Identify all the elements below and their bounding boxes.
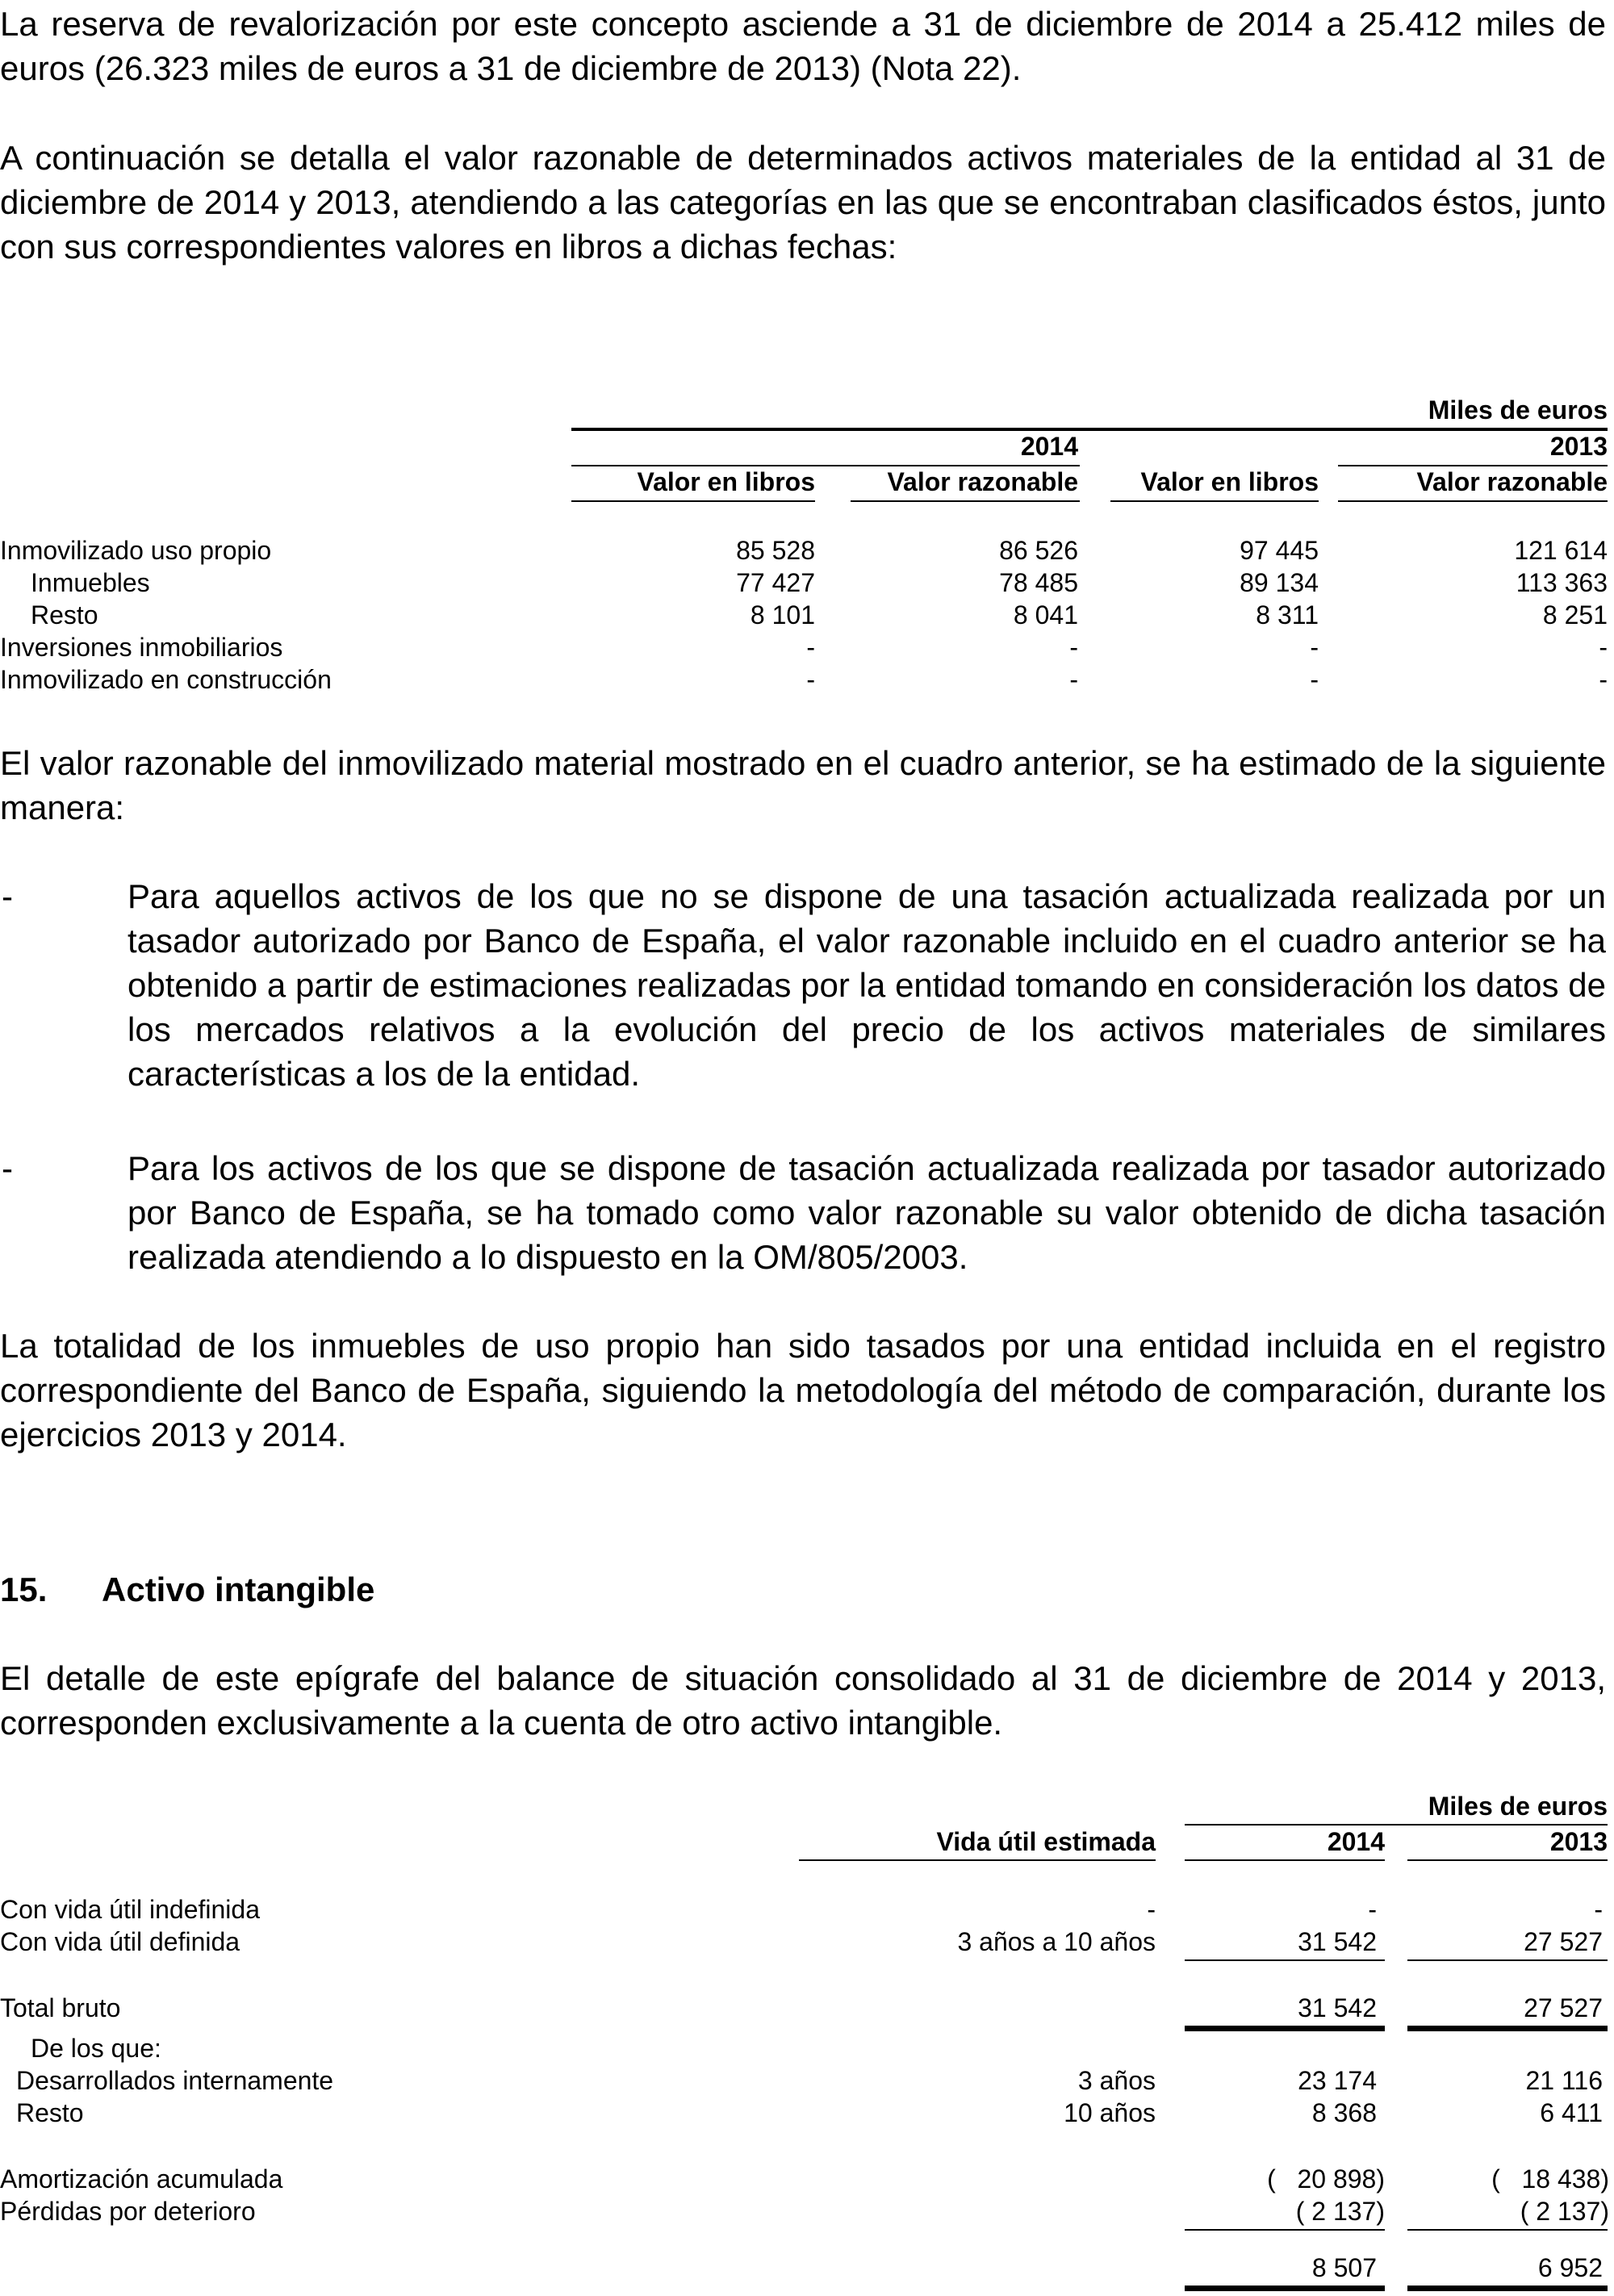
- table-cell: -: [1310, 665, 1319, 694]
- table-cell: 89 134: [1240, 568, 1319, 597]
- table1-col1-header: Valor en libros: [637, 467, 815, 496]
- table1-col3-header: Valor en libros: [1140, 467, 1319, 496]
- table1-col2-header: Valor razonable: [887, 467, 1078, 496]
- table-cell: 27 527: [1524, 1993, 1603, 2022]
- table1-col4-rule: [1338, 500, 1608, 502]
- section-number: 15.: [0, 1570, 48, 1608]
- table-cell: -: [1599, 665, 1608, 694]
- table-row-label: Inmuebles: [31, 568, 150, 597]
- table-cell: 31 542: [1298, 1993, 1377, 2022]
- table-cell: 8 251: [1542, 600, 1608, 629]
- table-cell: -: [1599, 633, 1608, 662]
- table1-year-2014: 2014: [1020, 432, 1078, 461]
- table-valor-razonable: [0, 387, 1614, 710]
- paragraph-activo-intangible: El detalle de este epígrafe del balance de situación consolidado al 31 de diciembre de 2014 y 2013, corresponden exclusivamente a la cuenta de otro activo intangible.: [0, 1659, 1606, 1742]
- table2-units: Miles de euros: [1428, 1792, 1608, 1821]
- table-cell: -: [1069, 665, 1078, 694]
- table-cell: 121 614: [1514, 536, 1608, 565]
- table-cell: ( 18 438): [1491, 2164, 1609, 2194]
- table-cell: 8 368: [1311, 2098, 1377, 2127]
- table-cell: -: [806, 633, 815, 662]
- table2-net-total-rule-2013: [1407, 2286, 1608, 2291]
- table-cell: 8 311: [1256, 600, 1319, 629]
- table2-net-rule-2014: [1185, 2229, 1385, 2231]
- table1-top-rule: [571, 428, 1608, 431]
- table-row-label: Con vida útil indefinida: [0, 1895, 260, 1924]
- table2-subtotal-rule-2014: [1185, 1959, 1385, 1961]
- table2-col-2014: 2014: [1327, 1827, 1385, 1856]
- table-cell: 6 952: [1537, 2253, 1603, 2282]
- table1-col1-rule: [571, 500, 815, 502]
- table2-col-vida: Vida útil estimada: [936, 1827, 1156, 1856]
- table-cell: 8 101: [750, 600, 815, 629]
- table1-units: Miles de euros: [1428, 395, 1608, 424]
- table-row-label: Resto: [16, 2098, 84, 2127]
- table-cell: -: [1594, 1895, 1603, 1924]
- table2-2014-rule: [1185, 1859, 1385, 1861]
- table-row-label: Amortización acumulada: [0, 2164, 283, 2194]
- table-cell: 8 041: [1013, 600, 1078, 629]
- table2-col-2013: 2013: [1549, 1827, 1608, 1856]
- table1-col3-rule: [1110, 500, 1319, 502]
- table-activo-intangible: [0, 1775, 1614, 2296]
- bullet-marker: -: [2, 877, 13, 915]
- table2-net-total-rule-2014: [1185, 2286, 1385, 2291]
- table-row-label: Resto: [31, 600, 98, 629]
- table-cell: ( 2 137): [1520, 2197, 1609, 2226]
- table-cell: 10 años: [1064, 2098, 1156, 2127]
- table-cell: 86 526: [999, 536, 1078, 565]
- table-row-label: Pérdidas por deterioro: [0, 2197, 256, 2226]
- table1-col4-header: Valor razonable: [1416, 467, 1608, 496]
- paragraph-estimacion: El valor razonable del inmovilizado material mostrado en el cuadro anterior, se ha estimado de la siguiente manera:: [0, 744, 1606, 826]
- bullet-marker: -: [2, 1149, 13, 1187]
- table-cell: 77 427: [736, 568, 815, 597]
- section-title: Activo intangible: [102, 1570, 375, 1608]
- paragraph-valor-razonable-intro: A continuación se detalla el valor razonable de determinados activos materiales de la entidad al 31 de diciembre de 2014 y 2013, atendiendo a las categorías en las que se encontraban clasificados éstos, junto con sus correspondientes valores en libros a dichas fechas:: [0, 139, 1606, 266]
- table-cell: -: [1368, 1895, 1377, 1924]
- table2-units-rule: [1185, 1824, 1608, 1826]
- table-cell: -: [1310, 633, 1319, 662]
- table-cell: 3 años a 10 años: [957, 1927, 1156, 1956]
- table2-total-rule-2013: [1407, 2026, 1608, 2031]
- table-cell: 31 542: [1298, 1927, 1377, 1956]
- table-cell: 21 116: [1525, 2066, 1603, 2095]
- table-cell: 97 445: [1240, 536, 1319, 565]
- table-cell: -: [1069, 633, 1078, 662]
- table-cell: ( 2 137): [1295, 2197, 1385, 2226]
- table-cell: 27 527: [1524, 1927, 1603, 1956]
- table2-net-rule-2013: [1407, 2229, 1608, 2231]
- table-cell: 8 507: [1311, 2253, 1377, 2282]
- table-cell: ( 20 898): [1267, 2164, 1385, 2194]
- bullet-sin-tasacion: Para aquellos activos de los que no se dispone de una tasación actualizada realizada por un tasador autorizado por Banco de España, el valor razonable incluido en el cuadro anterior se ha obtenido a partir de estimaciones realizadas por la entidad tomando en consideración los datos de los mercados relativos a la evolución del precio de los activos materiales de similares características a los de la entidad.: [128, 877, 1606, 1093]
- table-row-label: Inmovilizado uso propio: [0, 536, 272, 565]
- table1-col2-rule: [851, 500, 1080, 502]
- table-cell: -: [1147, 1895, 1156, 1924]
- table-row-label: De los que:: [31, 2034, 161, 2063]
- paragraph-tasacion-inmuebles: La totalidad de los inmuebles de uso propio han sido tasados por una entidad incluida en el registro correspondiente del Banco de España, siguiendo la metodología del método de comparación, durante los ejercicios 2013 y 2014.: [0, 1327, 1606, 1453]
- table-row-label: Desarrollados internamente: [16, 2066, 334, 2095]
- table-cell: 23 174: [1298, 2066, 1377, 2095]
- table-cell: 3 años: [1077, 2066, 1156, 2095]
- table-cell: 6 411: [1540, 2098, 1603, 2127]
- bullet-con-tasacion: Para los activos de los que se dispone de tasación actualizada realizada por tasador autorizado por Banco de España, se ha tomado como valor razonable su valor obtenido de dicha tasación realizada atendiendo a lo dispuesto en la OM/805/2003.: [128, 1149, 1606, 1276]
- paragraph-reserva: La reserva de revalorización por este concepto asciende a 31 de diciembre de 2014 a 25.412 miles de euros (26.323 miles de euros a 31 de diciembre de 2013) (Nota 22).: [0, 5, 1606, 87]
- table2-subtotal-rule-2013: [1407, 1959, 1608, 1961]
- table2-2013-rule: [1407, 1859, 1608, 1861]
- table-row-label: Con vida útil definida: [0, 1927, 240, 1956]
- table2-vida-rule: [799, 1859, 1156, 1861]
- table2-total-rule-2014: [1185, 2026, 1385, 2031]
- table-cell: 85 528: [736, 536, 815, 565]
- table-row-label: Total bruto: [0, 1993, 121, 2022]
- table-cell: 78 485: [999, 568, 1078, 597]
- table-row-label: Inmovilizado en construcción: [0, 665, 332, 694]
- table-cell: -: [806, 665, 815, 694]
- table-row-label: Inversiones inmobiliarios: [0, 633, 283, 662]
- table-cell: 113 363: [1516, 568, 1608, 597]
- table1-year-2013: 2013: [1549, 432, 1608, 461]
